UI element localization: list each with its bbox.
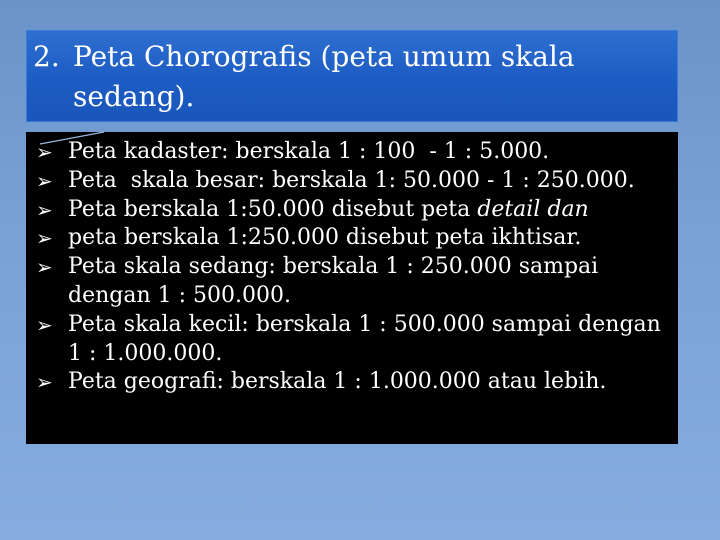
list-item — [36, 311, 668, 369]
content-box — [26, 132, 678, 444]
bullet-list — [36, 138, 668, 397]
bullet-text: Peta kadaster: berskala 1 : 100 - 1 : 5.000. — [68, 139, 550, 164]
bullet-text: Peta geografi: berskala 1 : 1.000.000 atau lebih. — [68, 369, 607, 395]
arrow-bullet-icon: ➢ — [36, 226, 53, 251]
list-item — [36, 167, 668, 196]
arrow-bullet-icon: ➢ — [36, 370, 53, 395]
list-item — [36, 253, 668, 311]
arrow-bullet-icon: ➢ — [36, 255, 53, 280]
bullet-text-italic: detail dan — [477, 196, 589, 222]
arrow-bullet-icon: ➢ — [36, 197, 53, 222]
arrow-bullet-icon: ➢ — [36, 140, 53, 164]
title-box — [26, 30, 678, 122]
bullet-text-regular: Peta berskala 1:50.000 disebut peta — [68, 196, 478, 222]
arrow-bullet-icon: ➢ — [36, 312, 53, 337]
title-text: Peta Chorografis (peta umum skala sedang). — [73, 40, 575, 113]
list-item — [36, 224, 668, 253]
bullet-text: peta berskala 1:250.000 disebut peta ikhtisar. — [68, 225, 582, 251]
bullet-text: Peta skala sedang: berskala 1 : 250.000 sampai dengan 1 : 500.000. — [68, 254, 606, 308]
slide-title — [33, 37, 667, 117]
list-item — [36, 138, 668, 167]
bullet-text: Peta skala kecil: berskala 1 : 500.000 sampai dengan 1 : 1.000.000. — [68, 311, 668, 366]
list-item — [36, 368, 668, 397]
list-item — [36, 196, 668, 225]
bullet-text: Peta skala besar: berskala 1: 50.000 - 1 : 250.000. — [68, 167, 635, 193]
arrow-bullet-icon: ➢ — [36, 168, 53, 193]
bullet-text — [68, 196, 668, 225]
decorative-line — [38, 131, 106, 145]
title-number: 2. — [33, 40, 60, 73]
